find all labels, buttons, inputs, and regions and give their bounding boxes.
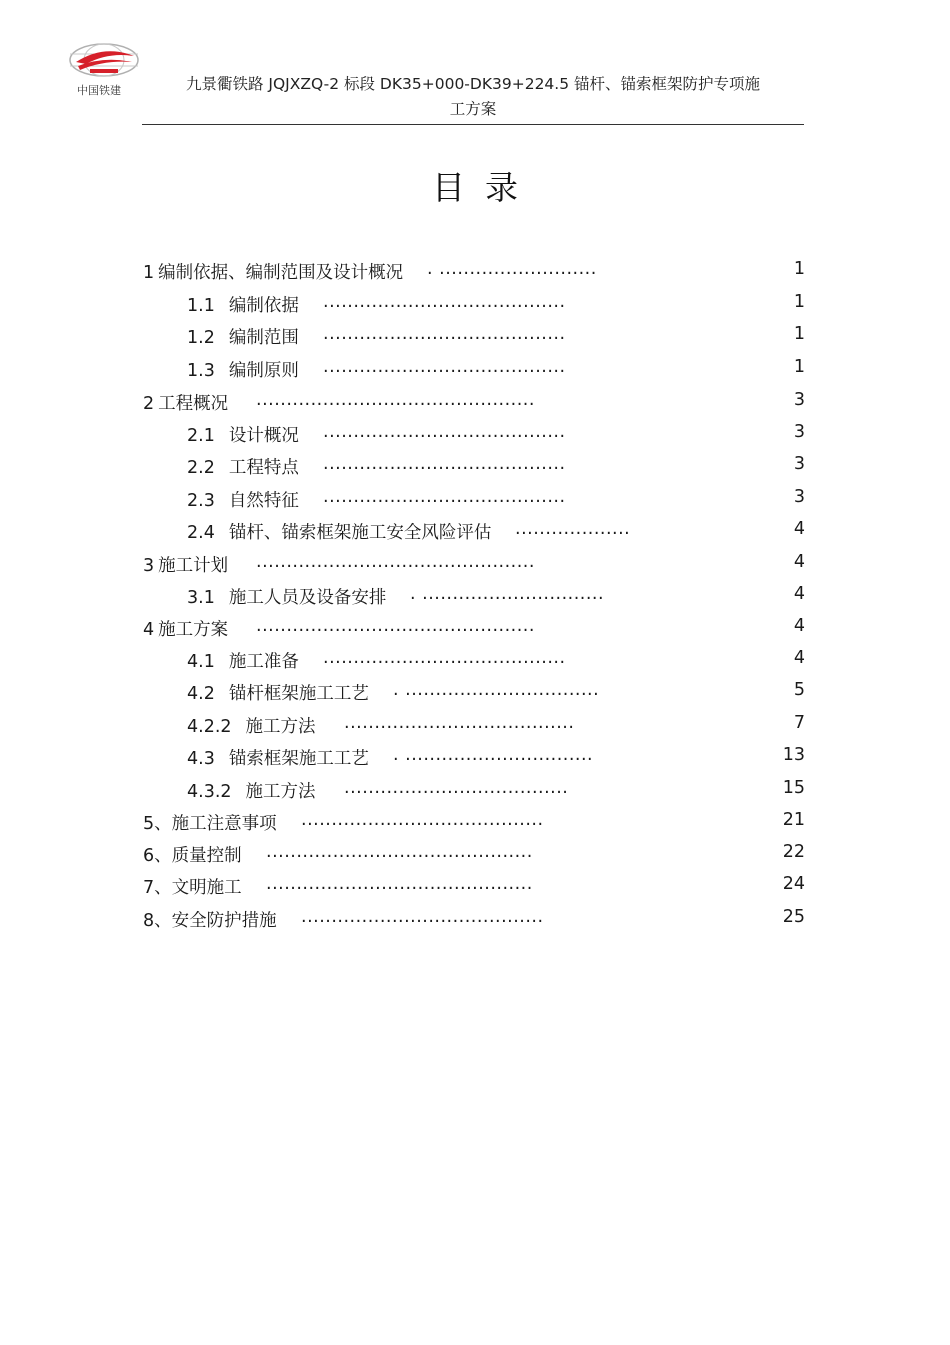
- toc-entry[interactable]: [0, 713, 805, 745]
- toc-entry-leader: ........................................: [301, 810, 544, 830]
- toc-entry-page: 24: [782, 874, 805, 894]
- toc-entry[interactable]: [0, 519, 805, 551]
- toc-entry-number: 1: [143, 263, 155, 283]
- toc-entry-number: 4.2: [187, 684, 215, 704]
- toc-entry-number: 4.3: [187, 749, 215, 769]
- toc-entry[interactable]: [0, 292, 805, 324]
- toc-entry-text: 文明施工: [171, 878, 242, 898]
- toc-entry-label: [187, 357, 299, 382]
- toc-entry-page: 3: [793, 390, 805, 410]
- toc-entry[interactable]: [0, 422, 805, 454]
- toc-entry-number: 2: [143, 394, 155, 414]
- toc-entry-text: 工程特点: [228, 458, 299, 478]
- toc-entry[interactable]: [0, 390, 805, 422]
- toc-entry-leader: ..............................................: [256, 552, 535, 572]
- header-divider: [142, 124, 804, 125]
- toc-entry-page: 22: [782, 842, 805, 862]
- document-header: [142, 72, 804, 122]
- toc-entry-label: [187, 680, 369, 705]
- toc-entry-text: 编制依据: [228, 296, 299, 316]
- toc-entry-page: 4: [793, 519, 805, 539]
- toc-entry-page: 1: [793, 259, 805, 279]
- toc-entry[interactable]: [0, 324, 805, 356]
- toc-entry-text: 设计概况: [228, 426, 299, 446]
- toc-entry-text: 编制依据、编制范围及设计概况: [158, 263, 404, 283]
- logo-text: 中国铁建: [77, 84, 121, 97]
- toc-entry-page: 4: [793, 552, 805, 572]
- toc-entry-number: 4: [143, 620, 155, 640]
- toc-entry-leader: . ................................: [393, 680, 600, 700]
- toc-entry-leader: ........................................: [301, 907, 544, 927]
- toc-entry-page: 7: [793, 713, 805, 733]
- toc-entry-leader: ........................................: [323, 357, 566, 377]
- toc-entry-label: [143, 874, 242, 899]
- toc-entry-leader: ........................................: [323, 454, 566, 474]
- toc-entry-page: 13: [782, 745, 805, 765]
- toc-entry-number: 2.4: [187, 523, 215, 543]
- toc-entry-text: 施工准备: [228, 652, 299, 672]
- toc-entry-number: 8、: [143, 911, 172, 931]
- toc-entry-text: 施工方法: [245, 717, 316, 737]
- header-title-line1: 九景衢铁路 JQJXZQ-2 标段 DK35+000-DK39+224.5 锚杆、锚索框架防护专项施: [185, 75, 761, 93]
- toc-entry-text: 施工注意事项: [171, 814, 277, 834]
- toc-title: 目录: [432, 168, 538, 207]
- toc-entry[interactable]: [0, 810, 805, 842]
- toc-entry-text: 自然特征: [228, 491, 299, 511]
- toc-entry-page: 3: [793, 454, 805, 474]
- toc-entry[interactable]: [0, 842, 805, 874]
- toc-entry[interactable]: [0, 454, 805, 486]
- toc-entry-text: 锚索框架施工工艺: [228, 749, 369, 769]
- toc-entry[interactable]: [0, 584, 805, 616]
- toc-entry-label: [187, 713, 316, 738]
- toc-entry-leader: .....................................: [344, 778, 569, 798]
- toc-entry[interactable]: [0, 648, 805, 680]
- toc-entry-number: 3: [143, 556, 155, 576]
- toc-entry-label: [187, 584, 386, 609]
- toc-entry[interactable]: [0, 680, 805, 712]
- toc-entry-leader: . ..........................: [427, 259, 597, 279]
- toc-entry[interactable]: [0, 259, 805, 291]
- toc-entry-number: 2.3: [187, 491, 215, 511]
- toc-entry-leader: ........................................: [323, 487, 566, 507]
- toc-entry-leader: ...................: [515, 519, 631, 539]
- toc-entry-leader: ..............................................: [256, 390, 535, 410]
- toc-entry-page: 3: [793, 487, 805, 507]
- toc-entry-text: 施工方法: [245, 782, 316, 802]
- toc-entry-leader: . ..............................: [410, 584, 605, 604]
- toc-entry-page: 1: [793, 292, 805, 312]
- toc-entry-text: 安全防护措施: [171, 911, 277, 931]
- toc-entry-text: 质量控制: [171, 846, 242, 866]
- toc-entry-page: 4: [793, 584, 805, 604]
- toc-entry-text: 工程概况: [158, 394, 229, 414]
- toc-entry-leader: ........................................: [323, 324, 566, 344]
- toc-entry-label: [187, 324, 299, 349]
- toc-entry-label: [187, 422, 299, 447]
- toc-entry[interactable]: [0, 357, 805, 389]
- toc-entry-text: 施工计划: [158, 556, 229, 576]
- toc-entry[interactable]: [0, 907, 805, 939]
- toc-entry-number: 5、: [143, 814, 172, 834]
- crcc-logo: [68, 42, 140, 98]
- toc-entry-number: 2.2: [187, 458, 215, 478]
- toc-entry-page: 1: [793, 324, 805, 344]
- toc-entry[interactable]: [0, 487, 805, 519]
- toc-entry-label: [187, 778, 316, 803]
- toc-entry-label: [143, 552, 228, 577]
- toc-entry[interactable]: [0, 874, 805, 906]
- toc-entry-text: 施工人员及设备安排: [228, 588, 387, 608]
- toc-entry-label: [143, 259, 403, 284]
- toc-entry-number: 2.1: [187, 426, 215, 446]
- toc-entry[interactable]: [0, 616, 805, 648]
- toc-entry-page: 3: [793, 422, 805, 442]
- toc-entry-label: [187, 648, 299, 673]
- toc-entry-page: 1: [793, 357, 805, 377]
- toc-entry-number: 6、: [143, 846, 172, 866]
- toc-entry-text: 锚杆框架施工工艺: [228, 684, 369, 704]
- toc-entry-leader: ........................................: [323, 422, 566, 442]
- toc-entry-label: [187, 292, 299, 317]
- toc-entry-page: 25: [782, 907, 805, 927]
- toc-entry-page: 4: [793, 616, 805, 636]
- toc-entry-leader: ..............................................: [256, 616, 535, 636]
- toc-entry-text: 施工方案: [158, 620, 229, 640]
- toc-entry[interactable]: [0, 778, 805, 810]
- toc-entry-label: [187, 745, 369, 770]
- toc-entry-page: 15: [782, 778, 805, 798]
- toc-entry-leader: ............................................: [266, 874, 533, 894]
- toc-entry-number: 4.3.2: [187, 782, 232, 802]
- toc-entry-page: 5: [793, 680, 805, 700]
- toc-entry-label: [143, 907, 277, 932]
- toc-entry-page: 21: [782, 810, 805, 830]
- toc-entry-label: [143, 810, 277, 835]
- toc-entry-number: 4.1: [187, 652, 215, 672]
- toc-entry-number: 1.1: [187, 296, 215, 316]
- toc-entry[interactable]: [0, 745, 805, 777]
- toc-entry-number: 3.1: [187, 588, 215, 608]
- toc-entry[interactable]: [0, 552, 805, 584]
- toc-entry-number: 1.3: [187, 361, 215, 381]
- toc-entry-leader: . ...............................: [393, 745, 594, 765]
- toc-entry-text: 锚杆、锚索框架施工安全风险评估: [228, 523, 492, 543]
- toc-entry-number: 7、: [143, 878, 172, 898]
- toc-entry-label: [143, 390, 228, 415]
- toc-entry-leader: ......................................: [344, 713, 575, 733]
- toc-entry-text: 编制范围: [228, 328, 299, 348]
- toc-entry-text: 编制原则: [228, 361, 299, 381]
- toc-entry-number: 4.2.2: [187, 717, 232, 737]
- toc-entry-leader: ........................................: [323, 292, 566, 312]
- toc-entry-leader: ........................................: [323, 648, 566, 668]
- toc-entry-page: 4: [793, 648, 805, 668]
- toc-entry-number: 1.2: [187, 328, 215, 348]
- toc-entry-label: [187, 519, 491, 544]
- toc-entry-label: [143, 616, 228, 641]
- toc-entry-label: [187, 487, 299, 512]
- toc-entry-label: [143, 842, 242, 867]
- crcc-globe-logo-icon: [68, 42, 140, 80]
- toc-entry-leader: ............................................: [266, 842, 533, 862]
- header-title-line2: 工方案: [449, 100, 497, 118]
- toc-entry-label: [187, 454, 299, 479]
